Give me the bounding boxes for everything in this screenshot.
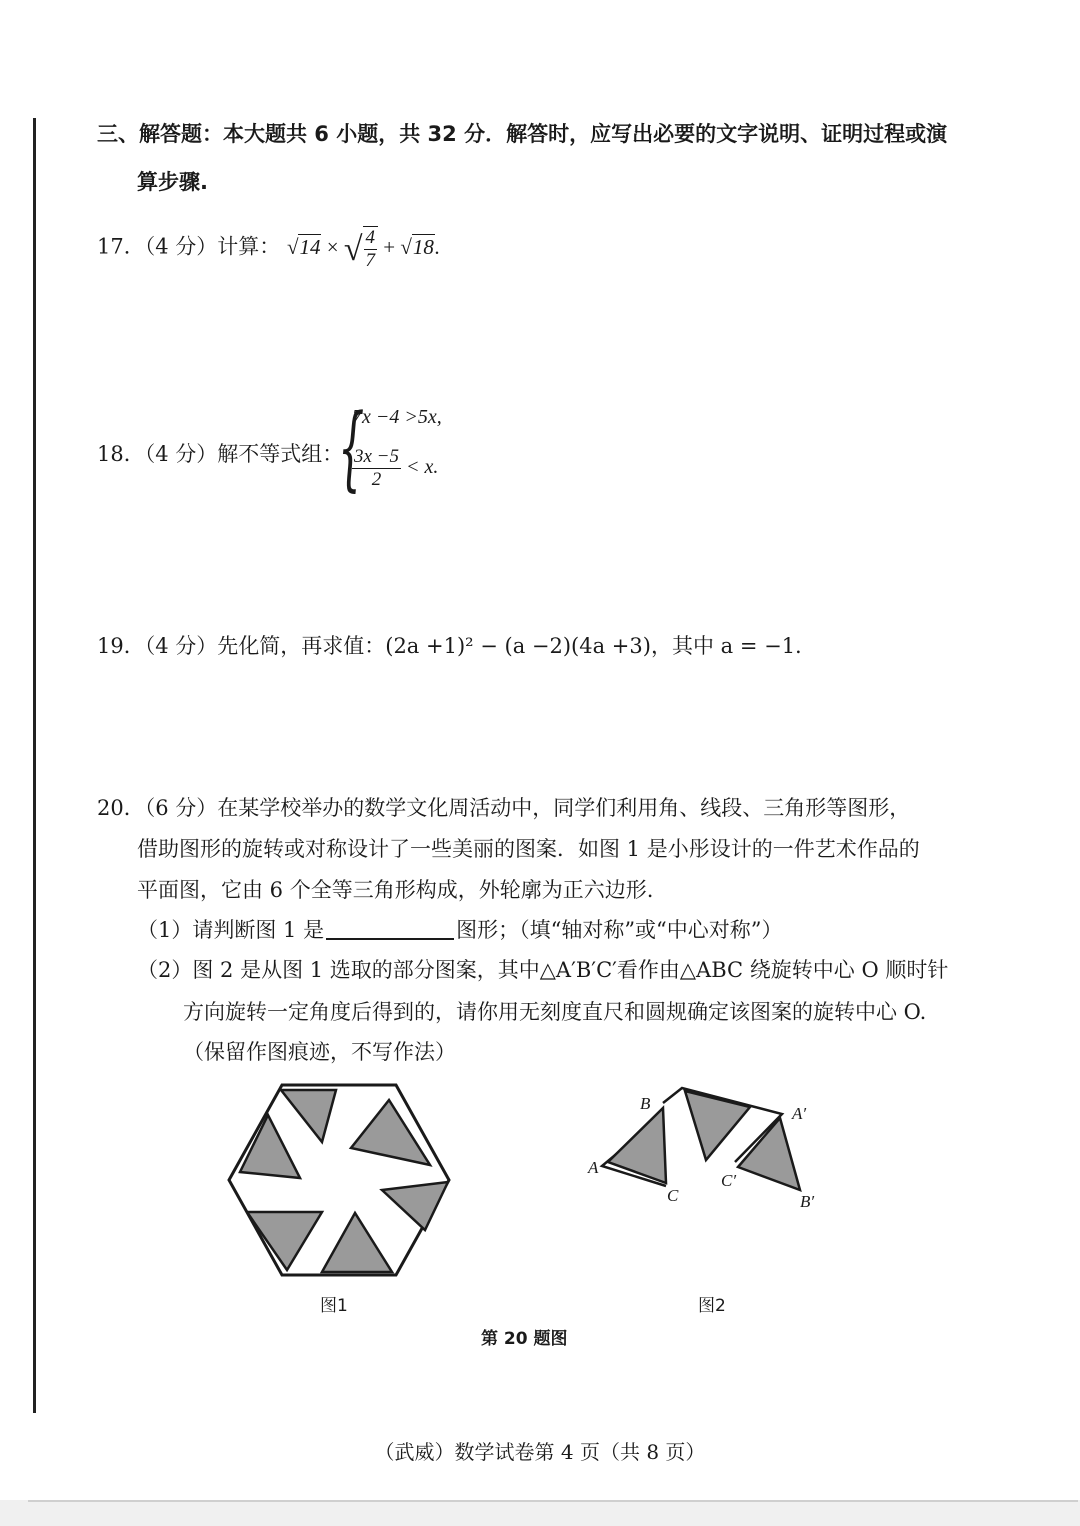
sqrt-icon: √ [400, 234, 412, 259]
q17-expression [286, 227, 441, 271]
q17-times: × [326, 234, 339, 259]
label-b: B [640, 1094, 651, 1113]
q17-end: . [434, 234, 441, 259]
q17-plus: + [383, 234, 396, 259]
label-a: A [588, 1158, 599, 1177]
inequality-1: 7x −4 >5x, [352, 406, 442, 428]
q17-radicand-2: 18 [412, 234, 434, 259]
bottom-band [0, 1500, 1080, 1526]
inequality-2-fraction [352, 446, 401, 491]
label-c-prime: C′ [721, 1171, 737, 1190]
question-17 [97, 226, 440, 272]
question-20-part-1 [137, 914, 783, 944]
question-20-part-2-line-1: （2）图 2 是从图 1 选取的部分图案，其中△A′B′C′看作由△ABC 绕旋转中心 O 顺时针 [137, 958, 949, 982]
label-c: C [667, 1186, 679, 1205]
sqrt-icon: √ [343, 230, 363, 268]
sqrt-icon: √ [286, 234, 299, 259]
section-title: 三、解答题：本大题共 6 小题，共 32 分．解答时，应写出必要的文字说明、证明过程或演 [97, 122, 948, 146]
question-20-line-1: 20．（6 分）在某学校举办的数学文化周活动中，同学们利用角、线段、三角形等图形， [97, 796, 911, 820]
ineq2-rest: < x. [406, 455, 439, 478]
question-20-part-2-line-2: 方向旋转一定角度后得到的，请你用无刻度直尺和圆规确定该图案的旋转中心 O. [183, 1000, 927, 1024]
figure-group-caption: 第 20 题图 [481, 1329, 568, 1349]
figure-2 [580, 1080, 830, 1220]
left-margin-line [33, 118, 36, 1413]
inequality-2 [352, 446, 438, 491]
part1-after: 图形；（填“轴对称”或“中心对称”） [456, 918, 783, 942]
fig2-middle-triangle [685, 1091, 750, 1160]
question-20-line-3: 平面图，它由 6 个全等三角形构成，外轮廓为正六边形. [137, 878, 654, 902]
figure-1-caption: 图1 [320, 1296, 348, 1316]
brace-icon: { [338, 394, 365, 501]
page-footer: （武威）数学试卷第 4 页（共 8 页） [374, 1440, 706, 1464]
q17-frac-den: 7 [365, 249, 375, 271]
label-b-prime: B′ [800, 1192, 815, 1211]
q17-prefix: 17．（4 分）计算： [97, 234, 281, 259]
question-20-line-2: 借助图形的旋转或对称设计了一些美丽的图案．如图 1 是小彤设计的一件艺术作品的 [137, 837, 920, 861]
question-20-part-2-line-3: （保留作图痕迹，不写作法） [183, 1040, 456, 1064]
figure-1-hexagon [224, 1080, 454, 1285]
bottom-divider [28, 1500, 1078, 1502]
ineq2-num: 3x −5 [354, 446, 400, 467]
q17-frac-num: 4 [365, 227, 375, 248]
q17-radicand-1: 14 [299, 234, 321, 259]
section-title-cont: 算步骤. [137, 170, 208, 194]
part1-before: （1）请判断图 1 是 [137, 918, 325, 942]
ineq2-den: 2 [371, 468, 382, 490]
answer-blank[interactable] [326, 918, 454, 940]
question-18: 18．（4 分）解不等式组： [97, 442, 344, 466]
question-19: 19．（4 分）先化简，再求值：(2a +1)² − (a −2)(4a +3)，其中 a = −1. [97, 634, 802, 658]
label-a-prime: A′ [792, 1104, 807, 1123]
q17-fraction [363, 226, 379, 272]
inequality-system [338, 394, 478, 502]
figure-2-caption: 图2 [698, 1296, 726, 1316]
